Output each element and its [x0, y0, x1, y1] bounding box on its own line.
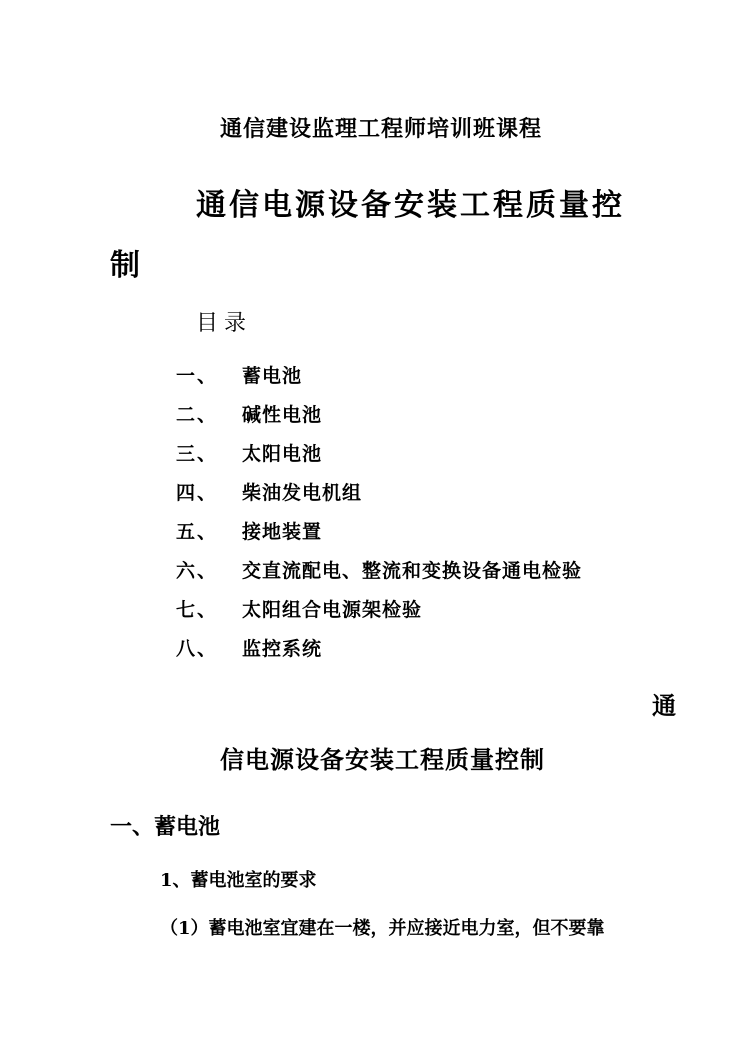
toc-item	[176, 589, 582, 628]
toc-item-text: 太阳电池	[242, 443, 323, 465]
body-title-first-char: 通	[652, 691, 676, 720]
toc-item-number: 五、	[176, 521, 219, 543]
toc-item	[176, 511, 582, 550]
toc-item	[176, 472, 582, 511]
toc-item-text: 蓄电池	[242, 365, 303, 387]
course-title: 通信建设监理工程师培训班课程	[220, 116, 543, 142]
toc-item-number: 二、	[176, 404, 219, 426]
toc-item	[176, 355, 582, 394]
paragraph: （1）蓄电池室宜建在一楼，并应接近电力室，但不要靠	[160, 918, 605, 939]
toc-item	[176, 628, 582, 667]
table-of-contents	[176, 355, 582, 667]
subsection-heading: 1、蓄电池室的要求	[160, 870, 317, 891]
main-title-line1: 通信电源设备安装工程质量控	[196, 188, 625, 223]
toc-item	[176, 433, 582, 472]
toc-item	[176, 394, 582, 433]
section-heading: 一、蓄电池	[110, 814, 221, 840]
toc-item-text: 太阳组合电源架检验	[242, 599, 423, 621]
toc-item-number: 四、	[176, 482, 219, 504]
toc-item-text: 监控系统	[242, 638, 323, 660]
toc-item-text: 接地装置	[242, 521, 323, 543]
toc-item-text: 交直流配电、整流和变换设备通电检验	[242, 560, 583, 582]
toc-item-number: 一、	[176, 365, 219, 387]
toc-item-text: 柴油发电机组	[242, 482, 363, 504]
toc-item-number: 七、	[176, 599, 219, 621]
toc-heading: 目录	[196, 311, 253, 336]
toc-item-number: 八、	[176, 638, 219, 660]
body-title: 信电源设备安装工程质量控制	[220, 745, 545, 774]
toc-item-number: 六、	[176, 560, 219, 582]
toc-item-text: 碱性电池	[242, 404, 323, 426]
toc-item-number: 三、	[176, 443, 219, 465]
toc-item	[176, 550, 582, 589]
main-title-line2: 制	[110, 248, 140, 283]
